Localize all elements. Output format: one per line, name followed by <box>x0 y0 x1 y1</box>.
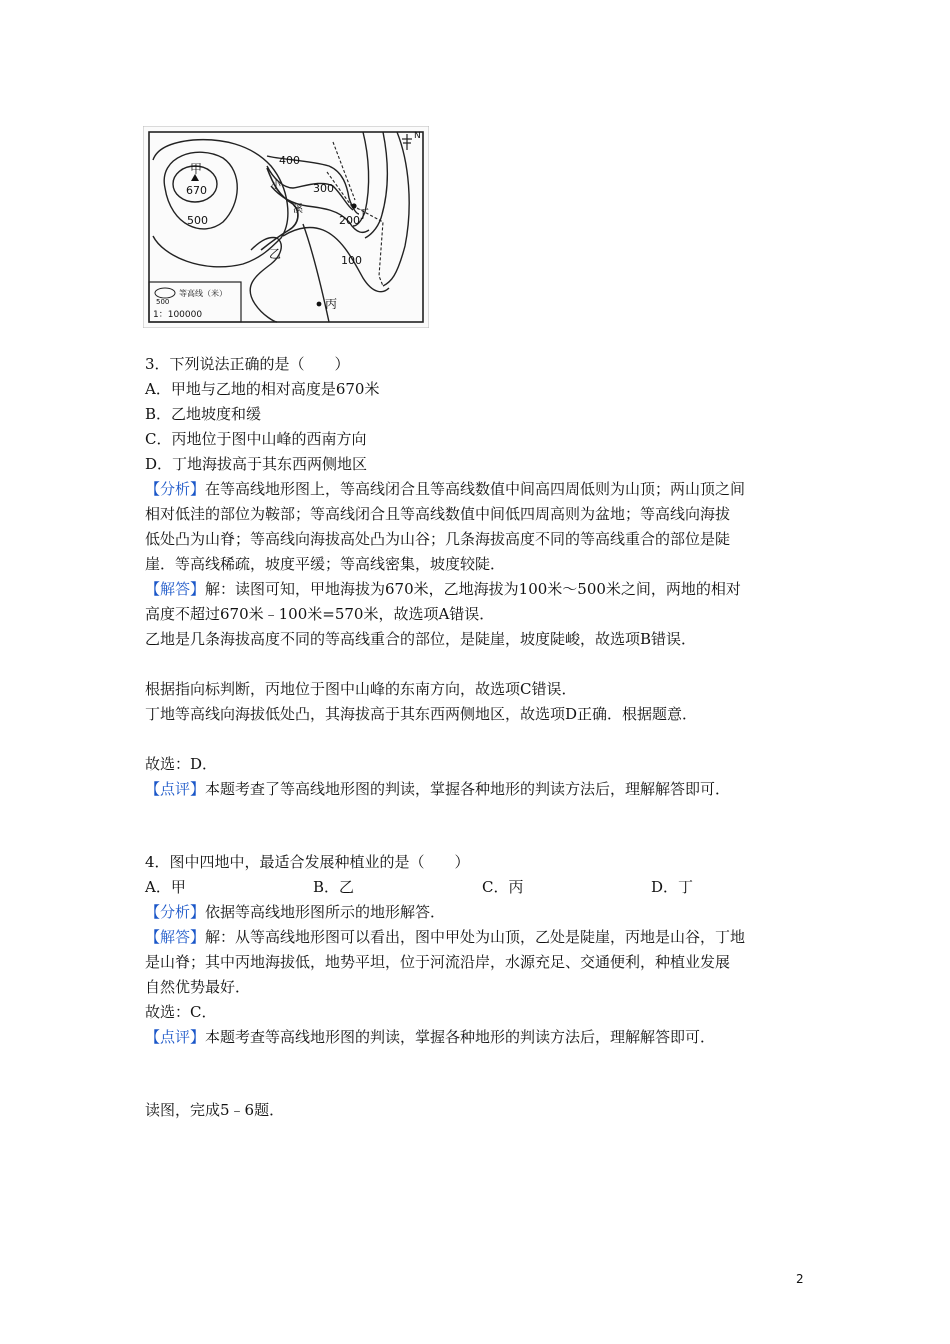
q4-stem: 4．图中四地中，最适合发展种植业的是（ ） <box>145 853 470 871</box>
q3-analysis-line-1: 【分析】在等高线地形图上，等高线闭合且等高线数值中间高四周低则为山顶；两山顶之间 <box>145 480 746 498</box>
label-jia: 甲 <box>190 162 203 176</box>
label-contour-500: 500 <box>187 214 208 227</box>
q3-answer-line-4: 根据指向标判断，丙地位于图中山峰的东南方向，故选项C错误． <box>145 680 577 698</box>
q3-option-c: C．丙地位于图中山峰的西南方向 <box>145 430 367 448</box>
q4-comment: 【点评】本题考查等高线地形图的判读，掌握各种地形的判读方法后，理解解答即可． <box>145 1028 716 1046</box>
q4-answer-tag: 【解答】 <box>145 928 206 946</box>
q4-analysis-tag: 【分析】 <box>145 903 206 921</box>
point-bing <box>317 302 322 307</box>
label-contour-200: 200 <box>339 214 360 227</box>
q3-option-b: B．乙地坡度和缓 <box>145 405 262 423</box>
q3-comment: 【点评】本题考查了等高线地形图的判读，掌握各种地形的判读方法后，理解解答即可． <box>145 780 731 798</box>
q3-answer-line-6: 故选：D． <box>145 755 218 773</box>
q4-option-b: B．乙 <box>313 878 355 896</box>
q3-option-a: A．甲地与乙地的相对高度是670米 <box>145 380 380 398</box>
label-jia-height: 670 <box>186 184 207 197</box>
label-contour-400: 400 <box>279 154 300 167</box>
q3-answer-line-2: 高度不超过670米﹣100米=570米，故选项A错误． <box>145 605 495 623</box>
q4-answer-line-1: 【解答】解：从等高线地形图可以看出，图中甲处为山顶，乙处是陡崖，丙地是山谷，丁地 <box>145 928 746 946</box>
q3-analysis-tag: 【分析】 <box>145 480 206 498</box>
next-questions-prompt: 读图，完成5﹣6题． <box>145 1101 285 1119</box>
legend-500: 500 <box>156 298 170 306</box>
q4-answer-line-4: 故选：C． <box>145 1003 217 1021</box>
q3-analysis-line-4: 崖．等高线稀疏，坡度平缓；等高线密集，坡度较陡． <box>145 555 506 573</box>
q3-answer-line-5: 丁地等高线向海拔低处凸，其海拔高于其东西两侧地区，故选项D正确．根据题意． <box>145 705 698 723</box>
q4-answer-line-2: 是山脊；其中丙地海拔低，地势平坦，位于河流沿岸，水源充足、交通便利，种植业发展 <box>145 953 731 971</box>
contour-map <box>143 126 429 328</box>
q4-option-a: A．甲 <box>145 878 186 896</box>
point-ding <box>351 203 356 208</box>
legend-contour-label: 等高线（米） <box>179 289 227 298</box>
label-river-2: 溪 <box>293 204 303 215</box>
q4-answer-line-3: 自然优势最好． <box>145 978 251 996</box>
q3-answer-line-3: 乙地是几条海拔高度不同的等高线重合的部位，是陡崖，坡度陡峻，故选项B错误． <box>145 630 697 648</box>
q4-analysis: 【分析】依据等高线地形图所示的地形解答． <box>145 903 446 921</box>
q3-stem: 3．下列说法正确的是（ ） <box>145 355 350 373</box>
label-north: N <box>414 131 421 141</box>
q4-option-c: C．丙 <box>482 878 524 896</box>
label-contour-100: 100 <box>341 254 362 267</box>
page-number: 2 <box>796 1272 804 1286</box>
q4-option-d: D．丁 <box>651 878 694 896</box>
q3-answer-line-1: 【解答】解：读图可知，甲地海拔为670米，乙地海拔为100米～500米之间，两地的相对 <box>145 580 741 598</box>
label-bing: 丙 <box>325 297 338 311</box>
q3-answer-tag: 【解答】 <box>145 580 206 598</box>
label-ding: 丁 <box>357 207 370 221</box>
label-contour-300: 300 <box>313 182 334 195</box>
legend-scale: 1：100000 <box>153 310 203 320</box>
q4-comment-tag: 【点评】 <box>145 1028 206 1046</box>
q3-option-d: D．丁地海拔高于其东西两侧地区 <box>145 455 368 473</box>
q3-comment-tag: 【点评】 <box>145 780 206 798</box>
q3-analysis-line-3: 低处凸为山脊；等高线向海拔高处凸为山谷；几条海拔高度不同的等高线重合的部位是陡 <box>145 530 731 548</box>
label-yi: 乙 <box>269 247 282 261</box>
q3-analysis-line-2: 相对低洼的部位为鞍部；等高线闭合且等高线数值中间低四周高则为盆地；等高线向海拔 <box>145 505 731 523</box>
label-river-1: 小 <box>271 180 281 191</box>
